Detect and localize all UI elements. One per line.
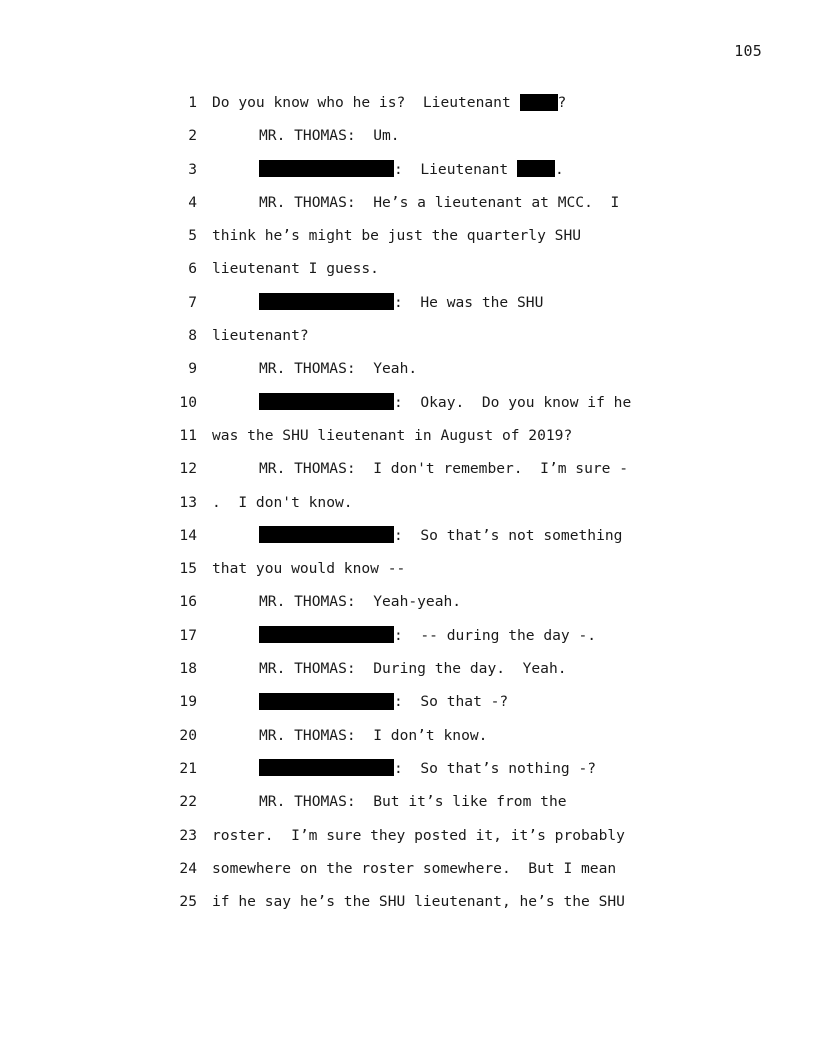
- redaction-block: [259, 526, 394, 543]
- transcript-line: [170, 685, 690, 718]
- line-text: [259, 685, 508, 718]
- page-number: 105: [734, 42, 762, 60]
- transcript-line: [170, 86, 690, 119]
- redaction-block: [259, 626, 394, 643]
- transcript-line: [170, 153, 690, 186]
- line-text: [259, 352, 417, 385]
- line-number: 6: [188, 260, 197, 278]
- line-number: 23: [179, 826, 197, 844]
- line-text: [259, 519, 622, 552]
- line-text-segment: Do you know who he is? Lieutenant: [212, 94, 520, 111]
- line-text: [259, 452, 628, 485]
- line-text: [259, 619, 596, 652]
- transcript-line: [170, 286, 690, 319]
- line-text: [212, 819, 625, 852]
- transcript-line: [170, 386, 690, 419]
- line-text-segment: : Lieutenant: [394, 160, 518, 178]
- line-number: 20: [179, 726, 197, 744]
- transcript-line: [170, 652, 690, 685]
- line-number: 16: [179, 593, 197, 611]
- transcript-line: [170, 252, 690, 285]
- line-number: 8: [188, 327, 197, 345]
- line-number: 21: [179, 759, 197, 777]
- line-number: 17: [179, 626, 197, 644]
- line-text: [259, 585, 461, 618]
- line-text: [259, 719, 487, 752]
- transcript-line: [170, 186, 690, 219]
- transcript-line: [170, 819, 690, 852]
- line-text: [212, 852, 616, 885]
- transcript-line: [170, 452, 690, 485]
- transcript-line: [170, 419, 690, 452]
- line-text: [212, 885, 625, 918]
- line-number: 3: [188, 160, 197, 178]
- line-number: 4: [188, 193, 197, 211]
- transcript-body: [170, 86, 690, 918]
- line-text-segment: .: [555, 160, 564, 178]
- line-text-segment: MR. THOMAS: I don't remember. I’m sure -: [259, 460, 629, 478]
- redaction-block: [259, 693, 394, 710]
- transcript-line: [170, 119, 690, 152]
- line-text-segment: if he say he’s the SHU lieutenant, he’s the SHU: [212, 893, 625, 911]
- line-text: [212, 486, 353, 519]
- line-text: [212, 319, 309, 352]
- transcript-line: [170, 519, 690, 552]
- line-number: 22: [179, 793, 197, 811]
- line-text-segment: ?: [557, 94, 567, 111]
- transcript-line: [170, 719, 690, 752]
- transcript-line: [170, 785, 690, 818]
- line-text: [259, 752, 596, 785]
- line-number: 5: [188, 227, 197, 245]
- line-number: 9: [188, 360, 197, 378]
- line-text-segment: : Okay. Do you know if he: [394, 393, 632, 411]
- line-text-segment: MR. THOMAS: During the day. Yeah.: [259, 660, 567, 678]
- line-text-segment: think he’s might be just the quarterly SHU: [212, 227, 582, 245]
- line-text-segment: lieutenant?: [212, 327, 309, 345]
- line-text: [259, 119, 400, 152]
- transcript-line: [170, 352, 690, 385]
- line-number: 19: [179, 693, 197, 711]
- line-text: [212, 252, 379, 285]
- transcript-line: [170, 486, 690, 519]
- line-text-segment: that you would know --: [212, 560, 406, 578]
- line-text-segment: was the SHU lieutenant in August of 2019?: [212, 426, 573, 444]
- line-number: 11: [179, 426, 197, 444]
- line-number: 2: [188, 127, 197, 145]
- line-text: [212, 552, 405, 585]
- line-number: 18: [179, 660, 197, 678]
- redaction-block: [520, 94, 558, 111]
- transcript-line: [170, 219, 690, 252]
- line-text: [212, 219, 581, 252]
- line-text-segment: MR. THOMAS: Yeah-yeah.: [259, 593, 462, 611]
- line-text-segment: : So that’s not something: [394, 526, 623, 544]
- line-text: [259, 785, 567, 818]
- line-number: 13: [179, 493, 197, 511]
- line-number: 7: [188, 293, 197, 311]
- transcript-line: [170, 552, 690, 585]
- line-number: 12: [179, 460, 197, 478]
- line-text-segment: MR. THOMAS: But it’s like from the: [259, 793, 567, 811]
- line-text-segment: lieutenant I guess.: [212, 260, 379, 278]
- redaction-block: [517, 160, 555, 177]
- line-text-segment: MR. THOMAS: Yeah.: [259, 360, 418, 378]
- line-number: 15: [179, 560, 197, 578]
- line-text-segment: roster. I’m sure they posted it, it’s probably: [212, 826, 625, 844]
- line-text-segment: MR. THOMAS: I don’t know.: [259, 726, 488, 744]
- line-text: [259, 186, 619, 219]
- line-text: [259, 652, 567, 685]
- line-number: 14: [179, 526, 197, 544]
- line-text-segment: MR. THOMAS: He’s a lieutenant at MCC. I: [259, 193, 620, 211]
- line-number: 1: [188, 94, 197, 111]
- line-text: [212, 86, 566, 119]
- redaction-block: [259, 293, 394, 310]
- transcript-line: [170, 619, 690, 652]
- line-text: [259, 286, 543, 319]
- line-text: [212, 419, 572, 452]
- line-text-segment: : He was the SHU: [394, 293, 544, 311]
- line-text: [259, 153, 564, 186]
- line-number: 25: [179, 893, 197, 911]
- line-text-segment: : So that’s nothing -?: [394, 759, 597, 777]
- line-text-segment: . I don't know.: [212, 493, 353, 511]
- line-text: [259, 386, 631, 419]
- transcript-line: [170, 319, 690, 352]
- redaction-block: [259, 759, 394, 776]
- transcript-line: [170, 752, 690, 785]
- redaction-block: [259, 393, 394, 410]
- line-number: 24: [179, 859, 197, 877]
- transcript-line: [170, 852, 690, 885]
- transcript-line: [170, 585, 690, 618]
- line-text-segment: MR. THOMAS: Um.: [259, 127, 400, 145]
- transcript-line: [170, 885, 690, 918]
- line-text-segment: : So that -?: [394, 693, 509, 711]
- line-text-segment: somewhere on the roster somewhere. But I mean: [212, 859, 617, 877]
- line-text-segment: : -- during the day -.: [394, 626, 597, 644]
- redaction-block: [259, 160, 394, 177]
- line-number: 10: [179, 393, 197, 411]
